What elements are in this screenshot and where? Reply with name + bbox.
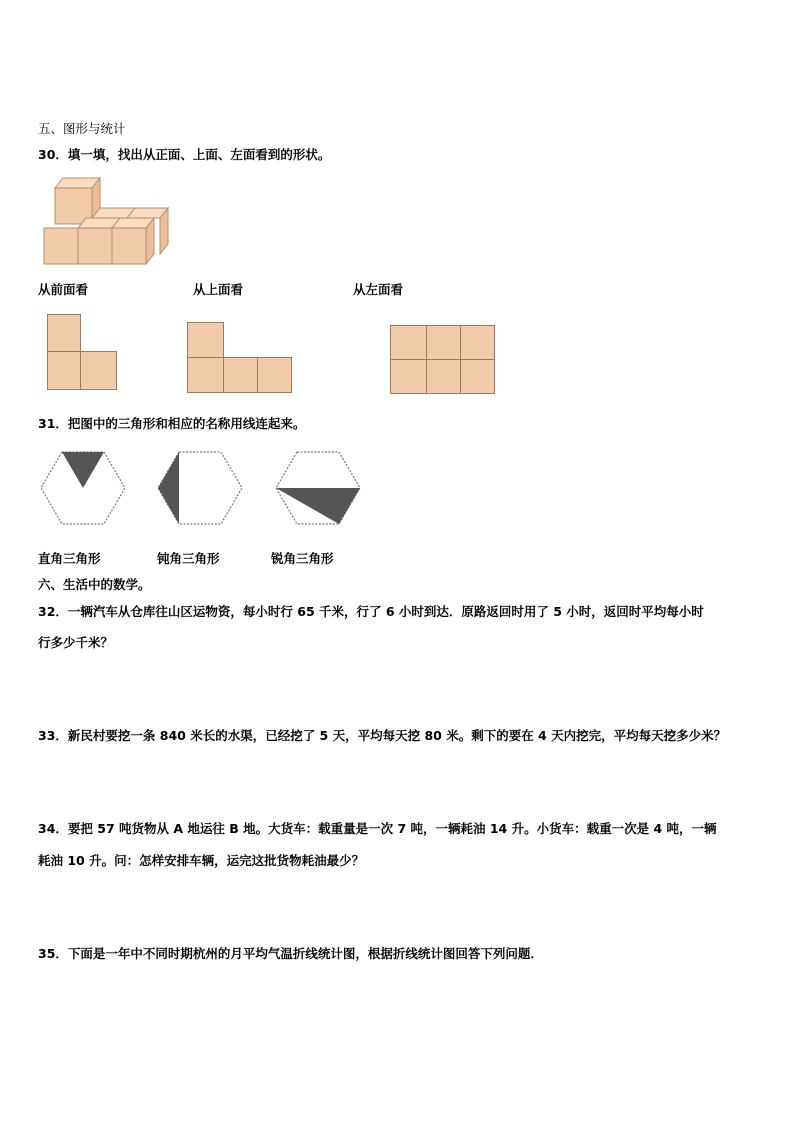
hexagon-figure-1 [38,450,128,526]
question-33-text: 33．新民村要挖一条 840 米长的水渠，已经挖了 5 天，平均每天挖 80 米。剩下的要在 4 天内挖完，平均每天挖多少米？ [38,728,727,743]
left-view-figure [389,324,497,396]
hexagon-figure-3 [273,450,363,526]
top-view-figure [186,321,294,395]
question-32-line-1: 32．一辆汽车从仓库往山区运物资，每小时行 65 千米，行了 6 小时到达．原路返回时用了 5 小时，返回时平均每小时 [38,604,704,619]
question-34-line-2: 耗油 10 升。问：怎样安排车辆，运完这批货物耗油最少？ [38,853,365,868]
triangle-name-right: 直角三角形 [38,551,101,566]
view-label-left: 从左面看 [353,282,404,297]
question-32-line-2: 行多少千米？ [38,635,114,650]
question-31-text: 31．把图中的三角形和相应的名称用线连起来。 [38,416,306,431]
question-34-line-1: 34．要把 57 吨货物从 A 地运往 B 地。大货车：载重量是一次 7 吨，一辆耗油 14 升。小货车：载重一次是 4 吨，一辆 [38,821,717,836]
section-six-title: 六、生活中的数学。 [38,577,151,592]
cube-stack-figure [40,172,172,267]
triangle-name-acute: 锐角三角形 [271,551,334,566]
view-label-front: 从前面看 [38,282,89,297]
question-30-text: 30．填一填，找出从正面、上面、左面看到的形状。 [38,147,331,162]
hexagon-figure-2 [155,450,245,526]
section-five-title: 五、图形与统计 [38,121,126,136]
question-35-text: 35．下面是一年中不同时期杭州的月平均气温折线统计图，根据折线统计图回答下列问题． [38,946,543,961]
front-view-figure [46,313,118,393]
view-label-top: 从上面看 [193,282,244,297]
triangle-name-obtuse: 钝角三角形 [157,551,220,566]
